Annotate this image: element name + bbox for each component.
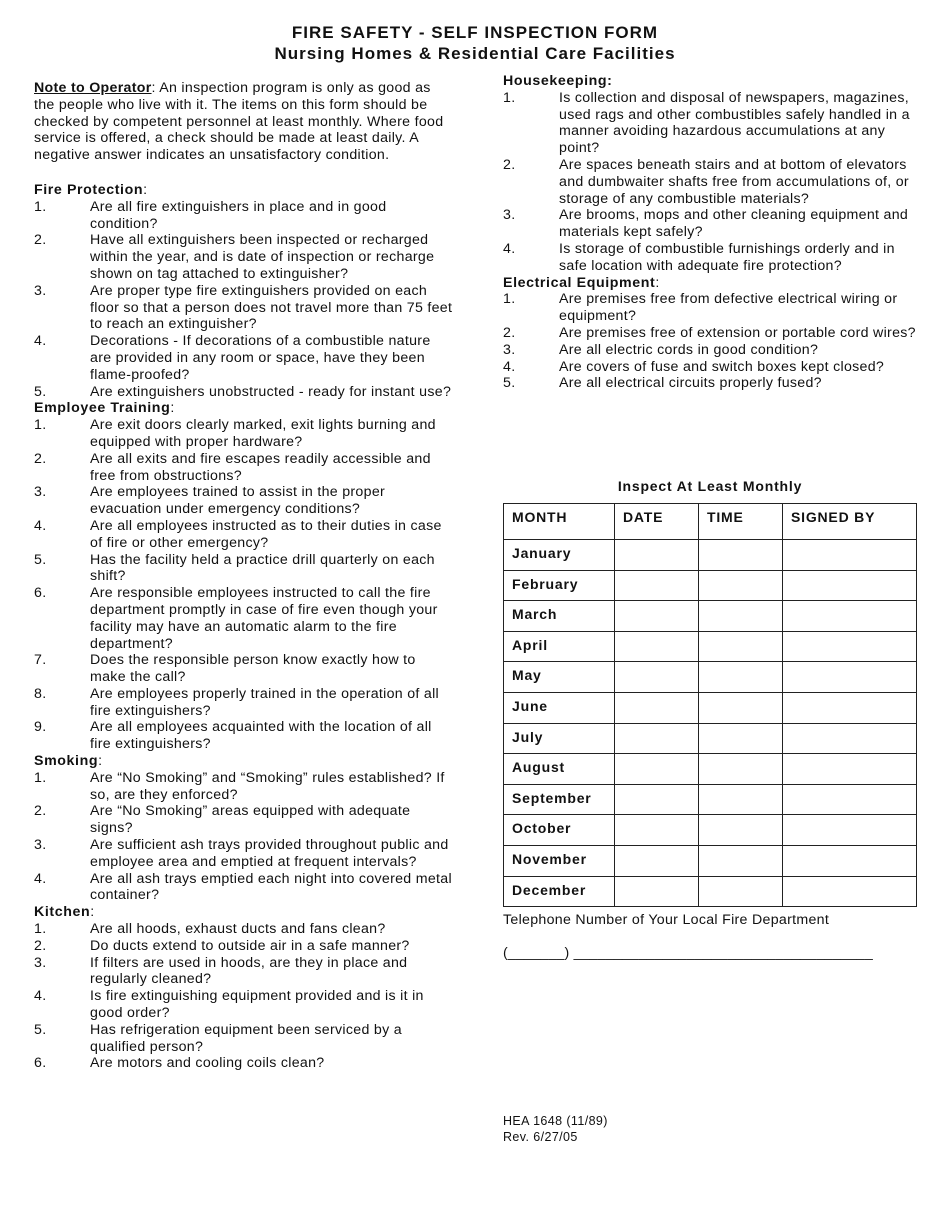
signed-by-cell[interactable] (783, 876, 917, 907)
item-question: Are employees properly trained in the operation of all fire extinguishers? (90, 685, 440, 719)
month-cell: April (504, 631, 615, 662)
signed-by-cell[interactable] (783, 662, 917, 693)
time-cell[interactable] (699, 631, 783, 662)
checklist-item (503, 207, 923, 241)
item-question: Has refrigeration equipment been serviced by a qualified person? (90, 1021, 402, 1055)
item-number: 8. (34, 685, 47, 702)
employee-training-list (34, 417, 454, 753)
date-cell[interactable] (615, 876, 699, 907)
item-number: 5. (34, 383, 47, 400)
checklist-item (34, 333, 454, 383)
column-header: MONTH (504, 504, 615, 540)
checklist-item (34, 451, 454, 485)
item-number: 4. (503, 358, 516, 375)
monthly-table-title: Inspect At Least Monthly (617, 478, 803, 494)
time-cell[interactable] (699, 570, 783, 601)
month-cell: September (504, 784, 615, 815)
item-question: Are all employees acquainted with the location of all fire extinguishers? (90, 719, 432, 753)
item-number: 9. (34, 719, 47, 736)
item-question: Are all hoods, exhaust ducts and fans clean? (90, 921, 386, 938)
item-number: 2. (34, 937, 47, 954)
section-heading: Housekeeping: (503, 73, 613, 89)
checklist-item (34, 686, 454, 720)
time-cell[interactable] (699, 815, 783, 846)
item-number: 4. (34, 988, 47, 1005)
checklist-item (34, 283, 454, 333)
signed-by-cell[interactable] (783, 692, 917, 723)
date-cell[interactable] (615, 570, 699, 601)
signed-by-cell[interactable] (783, 845, 917, 876)
checklist-item (34, 921, 454, 938)
signed-by-cell[interactable] (783, 784, 917, 815)
checklist-item (34, 719, 454, 753)
item-number: 2. (503, 324, 516, 341)
item-number: 1. (34, 921, 47, 938)
table-row (504, 692, 917, 723)
item-question: Are premises free of extension or portable cord wires? (559, 324, 916, 341)
checklist-item (34, 484, 454, 518)
item-number: 2. (34, 803, 47, 820)
date-cell[interactable] (615, 784, 699, 815)
item-number: 6. (34, 585, 47, 602)
smoking-list (34, 770, 454, 904)
signed-by-cell[interactable] (783, 754, 917, 785)
checklist-item (34, 417, 454, 451)
section-electrical (503, 275, 923, 393)
checklist-item (503, 359, 923, 376)
table-row (504, 601, 917, 632)
item-number: 5. (34, 551, 47, 568)
table-row (504, 662, 917, 693)
item-number: 1. (34, 198, 47, 215)
time-cell[interactable] (699, 601, 783, 632)
monthly-inspection-table (503, 503, 917, 907)
item-number: 5. (34, 1021, 47, 1038)
kitchen-list (34, 921, 454, 1072)
checklist-item (503, 291, 923, 325)
checklist-item (34, 803, 454, 837)
electrical-list (503, 291, 923, 392)
title-line-2: Nursing Homes & Residential Care Facilities (274, 44, 676, 63)
item-question: Are responsible employees instructed to call the fire department promptly in case of fire even though your facility may have an automatic alarm to the fire department? (90, 585, 438, 652)
month-cell: June (504, 692, 615, 723)
item-number: 4. (503, 240, 516, 257)
time-cell[interactable] (699, 754, 783, 785)
item-question: Does the responsible person know exactly how to make the call? (90, 652, 416, 686)
table-row (504, 784, 917, 815)
item-number: 7. (34, 652, 47, 669)
checklist-item (34, 552, 454, 586)
signed-by-cell[interactable] (783, 723, 917, 754)
month-cell: May (504, 662, 615, 693)
date-cell[interactable] (615, 815, 699, 846)
checklist-item (34, 1022, 454, 1056)
table-row (504, 631, 917, 662)
section-fire-protection (34, 182, 454, 400)
signed-by-cell[interactable] (783, 570, 917, 601)
checklist-item (503, 241, 923, 275)
table-body (504, 540, 917, 907)
section-employee-training (34, 400, 454, 753)
item-question: Are employees trained to assist in the proper evacuation under emergency conditions? (90, 484, 386, 518)
item-question: Is storage of combustible furnishings orderly and in safe location with adequate fire protection? (559, 240, 895, 274)
item-question: Is fire extinguishing equipment provided and is it in good order? (90, 988, 424, 1022)
month-cell: March (504, 601, 615, 632)
signed-by-cell[interactable] (783, 631, 917, 662)
item-number: 5. (503, 375, 516, 392)
item-question: Do ducts extend to outside air in a safe manner? (90, 937, 410, 954)
time-cell[interactable] (699, 692, 783, 723)
item-question: Are covers of fuse and switch boxes kept closed? (559, 358, 885, 375)
form-title (0, 22, 950, 64)
item-question: Are all electric cords in good condition? (559, 341, 819, 358)
time-cell[interactable] (699, 723, 783, 754)
column-header: SIGNED BY (783, 504, 917, 540)
time-cell[interactable] (699, 662, 783, 693)
item-question: Are exit doors clearly marked, exit lights burning and equipped with proper hardware? (90, 417, 436, 450)
item-number: 3. (34, 954, 47, 971)
item-number: 2. (34, 232, 47, 249)
item-question: Are “No Smoking” areas equipped with adequate signs? (90, 803, 411, 837)
fire-dept-phone-field[interactable]: (_______) _____________________________________ (503, 945, 873, 961)
fire-dept-phone-label: Telephone Number of Your Local Fire Department (503, 912, 830, 928)
month-cell: November (504, 845, 615, 876)
item-question: Is collection and disposal of newspapers, magazines, used rags and other combustibles safely handled in a manner avoiding hazardous accumulations at any point? (559, 89, 910, 157)
item-number: 1. (503, 89, 516, 106)
item-question: Are all employees instructed as to their duties in case of fire or other emergency? (90, 517, 442, 551)
item-question: Are proper type fire extinguishers provided on each floor so that a person does not travel more than 75 feet to reach an extinguisher? (90, 282, 453, 333)
note-text: : An inspection program is only as good as the people who live with it. The items on this form should be checked by competent personnel at least monthly. Where food service is offered, a check should be made at least daily. A negative answer indicates an unsatisfactory condition. (34, 80, 444, 164)
item-question: Are brooms, mops and other cleaning equipment and materials kept safely? (559, 207, 909, 241)
item-question: Are spaces beneath stairs and at bottom of elevators and dumbwaiter shafts free from accumulations of, or storage of any combustible materials? (559, 156, 909, 207)
month-cell: August (504, 754, 615, 785)
month-cell: January (504, 540, 615, 571)
item-question: Are motors and cooling coils clean? (90, 1055, 325, 1072)
table-row (504, 754, 917, 785)
item-number: 1. (503, 291, 516, 308)
item-question: Are all fire extinguishers in place and in good condition? (90, 198, 387, 232)
checklist-item (503, 325, 923, 342)
item-question: Have all extinguishers been inspected or recharged within the year, and is date of inspection or recharge shown on tag attached to extinguisher? (90, 232, 435, 282)
date-cell[interactable] (615, 662, 699, 693)
checklist-item (34, 585, 454, 652)
note-to-operator (34, 80, 454, 164)
item-question: Are “No Smoking” and “Smoking” rules established? If so, are they enforced? (90, 769, 445, 803)
date-cell[interactable] (615, 631, 699, 662)
checklist-item (34, 988, 454, 1022)
section-heading: Smoking: (34, 753, 103, 770)
item-number: 1. (34, 769, 47, 786)
left-column (34, 80, 454, 1072)
item-question: Has the facility held a practice drill quarterly on each shift? (90, 551, 435, 585)
item-question: Decorations - If decorations of a combustible nature are provided in any room or space, have they been flame-proofed? (90, 333, 431, 383)
date-cell[interactable] (615, 723, 699, 754)
form-footer (503, 1113, 608, 1145)
item-question: If filters are used in hoods, are they in place and regularly cleaned? (90, 954, 408, 988)
checklist-item (34, 232, 454, 282)
checklist-item (503, 342, 923, 359)
item-question: Are premises free from defective electrical wiring or equipment? (559, 291, 898, 325)
item-number: 4. (34, 333, 47, 350)
date-cell[interactable] (615, 754, 699, 785)
item-question: Are sufficient ash trays provided throughout public and employee area and emptied at frequent intervals? (90, 837, 449, 870)
month-cell: July (504, 723, 615, 754)
table-row (504, 570, 917, 601)
section-housekeeping (503, 73, 923, 275)
month-cell: October (504, 815, 615, 846)
item-number: 3. (503, 341, 516, 358)
column-header: TIME (699, 504, 783, 540)
table-row (504, 815, 917, 846)
section-heading: Electrical Equipment: (503, 274, 660, 291)
signed-by-cell[interactable] (783, 540, 917, 571)
checklist-item (34, 1055, 454, 1072)
item-number: 3. (34, 837, 47, 854)
table-row (504, 723, 917, 754)
revision-date: Rev. 6/27/05 (503, 1130, 578, 1144)
signed-by-cell[interactable] (783, 815, 917, 846)
table-header-row (504, 504, 917, 540)
signed-by-cell[interactable] (783, 601, 917, 632)
item-number: 1. (34, 417, 47, 434)
table-row (504, 540, 917, 571)
item-number: 6. (34, 1055, 47, 1072)
item-question: Are all exits and fire escapes readily accessible and free from obstructions? (90, 450, 431, 484)
time-cell[interactable] (699, 784, 783, 815)
date-cell[interactable] (615, 845, 699, 876)
month-cell: December (504, 876, 615, 907)
section-heading: Kitchen: (34, 904, 95, 921)
checklist-item (34, 384, 454, 401)
item-number: 4. (34, 517, 47, 534)
section-smoking (34, 753, 454, 904)
column-header: DATE (615, 504, 699, 540)
form-id: HEA 1648 (11/89) (503, 1114, 608, 1128)
item-number: 3. (503, 207, 516, 224)
checklist-item (34, 871, 454, 905)
note-label: Note to Operator (34, 80, 152, 96)
checklist-item (34, 518, 454, 552)
table-row (504, 876, 917, 907)
item-question: Are all ash trays emptied each night into covered metal container? (90, 870, 452, 904)
item-question: Are all electrical circuits properly fused? (559, 375, 822, 392)
section-heading: Employee Training: (34, 400, 175, 417)
housekeeping-list (503, 90, 923, 275)
month-cell: February (504, 570, 615, 601)
item-number: 4. (34, 870, 47, 887)
checklist-item (503, 157, 923, 207)
date-cell[interactable] (615, 540, 699, 571)
date-cell[interactable] (615, 601, 699, 632)
time-cell[interactable] (699, 876, 783, 907)
checklist-item (503, 375, 923, 392)
checklist-item (34, 652, 454, 686)
checklist-item (34, 938, 454, 955)
section-heading: Fire Protection: (34, 181, 148, 198)
checklist-item (503, 90, 923, 157)
section-kitchen (34, 904, 454, 1072)
table-row (504, 845, 917, 876)
item-number: 2. (34, 450, 47, 467)
item-number: 2. (503, 156, 516, 173)
checklist-item (34, 837, 454, 871)
checklist-item (34, 955, 454, 989)
checklist-item (34, 199, 454, 233)
fire-protection-list (34, 199, 454, 401)
title-line-1: FIRE SAFETY - SELF INSPECTION FORM (291, 23, 659, 42)
item-question: Are extinguishers unobstructed - ready for instant use? (90, 383, 452, 400)
item-number: 3. (34, 484, 47, 501)
time-cell[interactable] (699, 540, 783, 571)
date-cell[interactable] (615, 692, 699, 723)
right-column (503, 73, 923, 392)
checklist-item (34, 770, 454, 804)
time-cell[interactable] (699, 845, 783, 876)
item-number: 3. (34, 282, 47, 299)
